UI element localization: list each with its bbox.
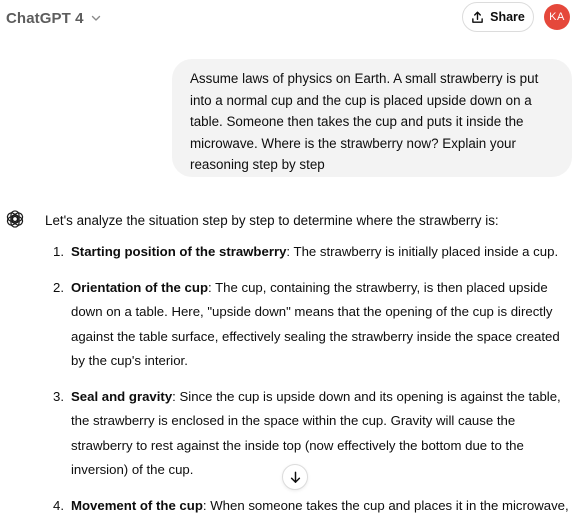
list-item <box>53 240 576 265</box>
step-title: Starting position of the strawberry <box>71 244 287 259</box>
step-number: 4. <box>53 497 64 513</box>
chat-header <box>0 0 576 36</box>
model-name: ChatGPT 4 <box>6 9 84 27</box>
step-title: Orientation of the cup <box>71 279 209 295</box>
step-number: 2. <box>53 279 64 295</box>
list-item <box>53 494 576 519</box>
step-title: Movement of the cup <box>71 497 203 513</box>
user-message-bubble <box>172 59 572 177</box>
openai-logo-icon <box>4 208 26 230</box>
model-selector[interactable] <box>6 6 102 30</box>
step-body: : Since the cup is upside down and its opening is against the table, the strawberry is enclosed in the space within the cup. Gravity will cause the strawberry to rest against the inside top (now effectively the bottom due to the inversion) of the cup. <box>71 388 561 477</box>
step-body: : The strawberry is initially placed inside a cup. <box>286 244 559 259</box>
list-item <box>53 276 576 374</box>
chevron-down-icon <box>90 12 102 24</box>
avatar[interactable] <box>544 4 570 30</box>
step-number: 1. <box>53 244 64 259</box>
share-button[interactable] <box>462 2 534 32</box>
step-number: 3. <box>53 388 64 404</box>
share-icon <box>471 11 484 24</box>
scroll-to-bottom-button[interactable] <box>282 464 308 490</box>
step-body: : When someone takes the cup and places it in the microwave, <box>202 497 569 513</box>
share-label: Share <box>490 10 525 24</box>
step-body: : The cup, containing the strawberry, is then placed upside down on a table. Here, "upside down" means that the opening of the cup is directly against the table surface, effectively sealing the strawberry inside the space created by the cup's interior. <box>71 279 560 368</box>
arrow-down-icon <box>289 471 302 484</box>
step-title: Seal and gravity <box>71 388 173 404</box>
assistant-intro: Let's analyze the situation step by step to determine where the strawberry is: <box>45 213 499 228</box>
list-item <box>53 385 576 483</box>
assistant-step-list <box>53 240 576 529</box>
avatar-initials: KA <box>549 11 565 23</box>
user-message-text: Assume laws of physics on Earth. A small strawberry is put into a normal cup and the cup is placed upside down on a table. Someone then takes the cup and puts it inside the microwave. Where is the strawberry now? Explain your reasoning step by step <box>190 71 539 173</box>
